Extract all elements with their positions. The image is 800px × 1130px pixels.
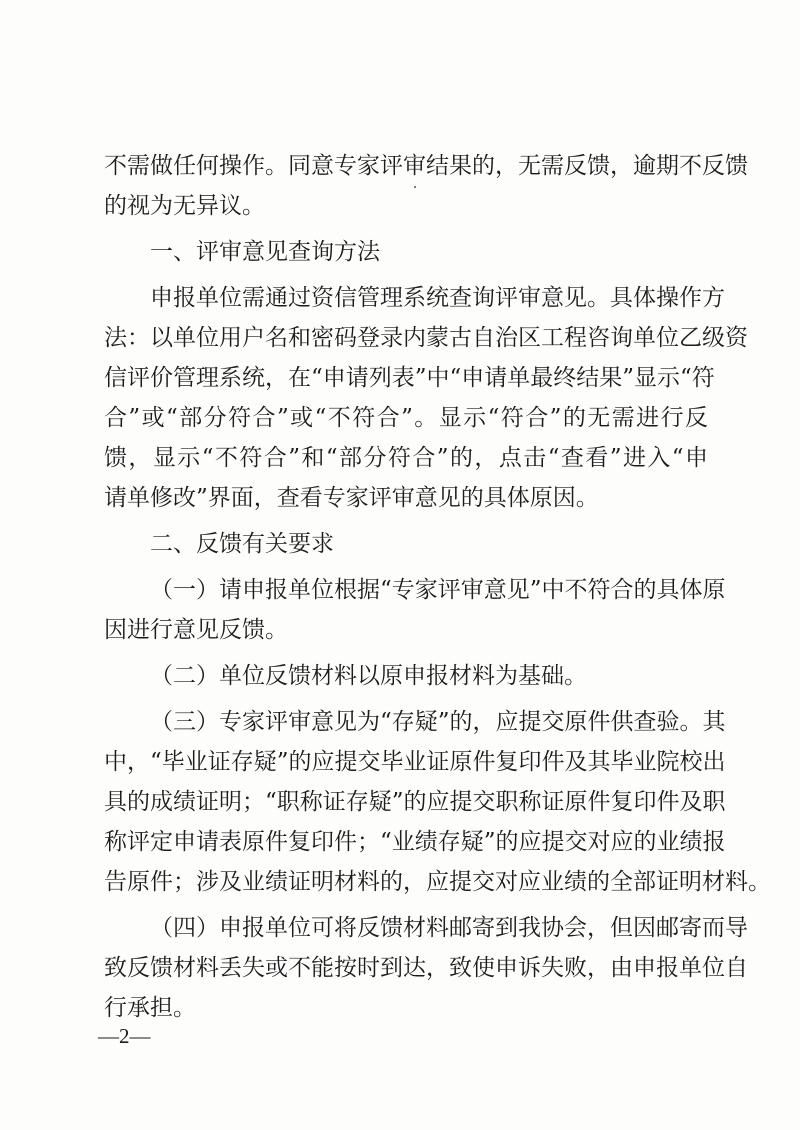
text-line: （三）专家评审意见为“存疑”的，应提交原件供查验。其 bbox=[150, 709, 726, 735]
text-line: 致反馈材料丢失或不能按时到达，致使申诉失败，由申报单位自 bbox=[104, 955, 748, 981]
text-line: （一）请申报单位根据“专家评审意见”中不符合的具体原 bbox=[150, 577, 726, 603]
text-line: 申报单位需通过资信管理系统查询评审意见。具体操作方 bbox=[150, 285, 725, 311]
text-line: 请单修改”界面，查看专家评审意见的具体原因。 bbox=[104, 485, 599, 511]
text-line: 因进行意见反馈。 bbox=[104, 617, 288, 643]
text-line: 馈，显示“不符合”和“部分符合”的，点击“查看”进入“申 bbox=[104, 445, 708, 471]
text-line: （二）单位反馈材料以原申报材料为基础。 bbox=[150, 663, 587, 689]
section-heading: 二、反馈有关要求 bbox=[150, 531, 334, 557]
text-line: 信评价管理系统，在“申请列表”中“申请单最终结果”显示“符 bbox=[104, 365, 715, 391]
text-line: 合”或“部分符合”或“不符合”。显示“符合”的无需进行反 bbox=[104, 405, 708, 431]
text-line: 称评定申请表原件复印件；“业绩存疑”的应提交对应的业绩报 bbox=[104, 829, 726, 855]
page-number: —2— bbox=[98, 1024, 151, 1048]
text-line: 行承担。 bbox=[104, 995, 196, 1021]
text-line: 法：以单位用户名和密码登录内蒙古自治区工程咨询单位乙级资 bbox=[104, 325, 748, 351]
text-line: 不需做任何操作。同意专家评审结果的，无需反馈，逾期不反馈 bbox=[104, 153, 748, 179]
text-line: （四）申报单位可将反馈材料邮寄到我协会，但因邮寄而导 bbox=[150, 915, 748, 941]
body-text bbox=[104, 146, 771, 1028]
text-line: 具的成绩证明；“职称证存疑”的应提交职称证原件复印件及职 bbox=[104, 789, 726, 815]
text-line: 中，“毕业证存疑”的应提交毕业证原件复印件及其毕业院校出 bbox=[104, 749, 726, 775]
text-line: 的视为无异议。 bbox=[104, 193, 265, 219]
section-heading: 一、评审意见查询方法 bbox=[150, 239, 380, 265]
text-line: 告原件；涉及业绩证明材料的，应提交对应业绩的全部证明材料。 bbox=[104, 869, 771, 895]
